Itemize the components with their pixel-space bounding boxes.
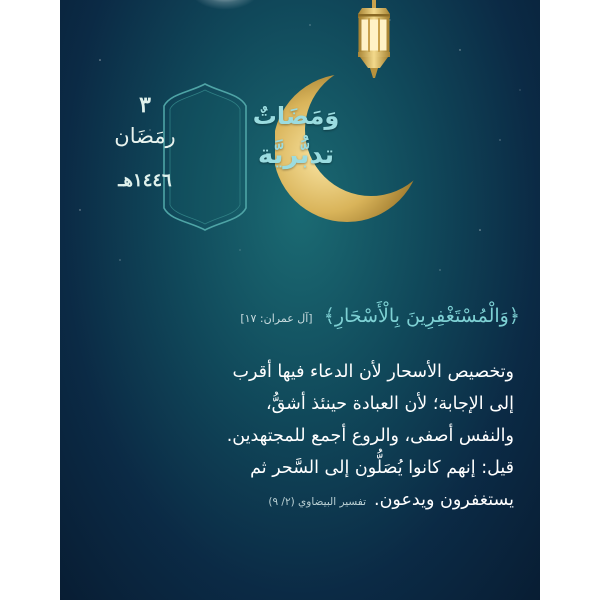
date-month: رمَضَان: [114, 124, 176, 148]
body-line-last: [86, 484, 514, 518]
body-line: وتخصيص الأسحار لأن الدعاء فيها أقرب: [232, 362, 514, 382]
body-line: يستغفرون ويدعون.: [374, 490, 514, 510]
title-line-2: تدبُّريَّة: [257, 140, 335, 170]
verse-text: ﴿وَالْمُسْتَغْفِرِينَ بِالْأَسْحَارِ﴾: [323, 305, 520, 327]
quran-verse: [80, 305, 520, 327]
verse-reference: [آل عمران: ١٧]: [240, 312, 313, 325]
body-line: إلى الإجابة؛ لأن العبادة حينئذ أشقُّ،: [265, 394, 514, 414]
tafsir-body: [86, 356, 514, 518]
body-line: والنفس أصفى، والروع أجمع للمجتهدين.: [226, 426, 514, 446]
date-year: ١٤٤٦هـ: [118, 170, 172, 191]
source-citation: تفسير البيضاوي (٢/ ٩): [268, 496, 367, 508]
title-line-1: وَمَضَاتٌ: [252, 102, 340, 130]
body-line: قيل: إنهم كانوا يُصَلُّون إلى السَّحر ثم: [250, 458, 514, 478]
date-day: ٣: [139, 92, 151, 118]
